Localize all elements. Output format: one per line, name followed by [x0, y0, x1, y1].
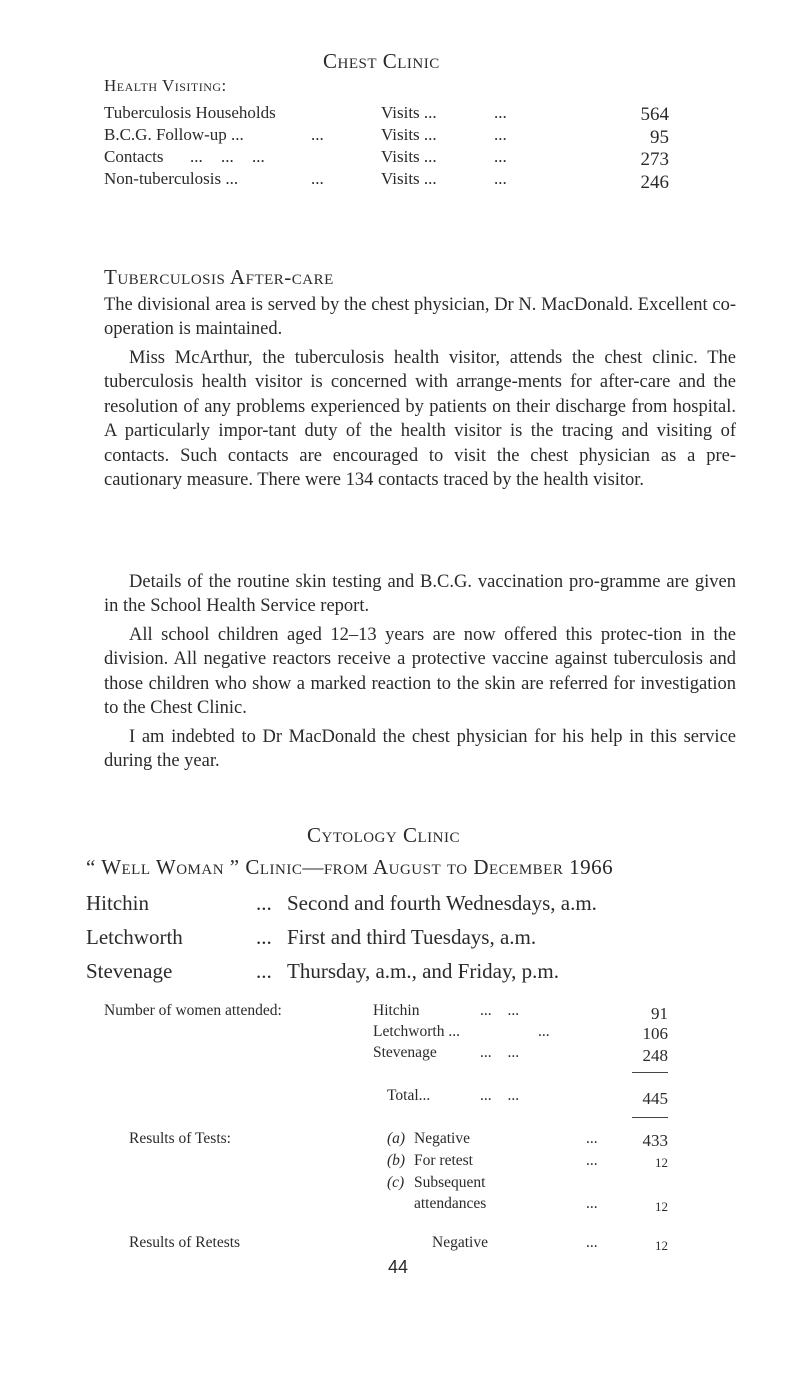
result-key: (b) [387, 1152, 406, 1169]
attended-place: Stevenage [373, 1044, 437, 1061]
hv-row-value: 564 [640, 104, 669, 125]
result-label-cont: attendances [414, 1195, 487, 1212]
attended-value: 91 [651, 1004, 668, 1023]
hv-row-label: Contacts [104, 147, 164, 166]
schedule-dots: ... [256, 959, 272, 983]
hv-row-dots: ... [494, 169, 507, 188]
aftercare-heading: Tuberculosis After-care [104, 265, 334, 289]
hv-row-dots: ... [494, 103, 507, 122]
hv-row-type: Visits ... [381, 125, 437, 144]
hv-row-dots: ... [494, 147, 507, 166]
schedule-when: Thursday, a.m., and Friday, p.m. [287, 959, 559, 983]
attended-dots: ... ... [480, 1044, 520, 1061]
schedule-dots: ... [256, 891, 272, 915]
aftercare-paragraph: The divisional area is served by the chest physician, Dr N. MacDonald. Excellent co-operation is maintained. [104, 295, 736, 340]
attended-label: Number of women attended: [104, 1002, 282, 1019]
hv-row-type: Visits ... [381, 169, 437, 188]
hv-row-dots: ... [494, 125, 507, 144]
result-dots: ... [586, 1152, 598, 1169]
result-value: 433 [642, 1131, 668, 1150]
total-rule [632, 1117, 668, 1118]
result-label: Subsequent [414, 1174, 486, 1191]
retests-label: Results of Retests [129, 1234, 241, 1251]
chest-clinic-title: Chest Clinic [323, 49, 440, 73]
sum-rule [632, 1072, 668, 1073]
result-label: Negative [414, 1130, 470, 1147]
result-key: (c) [387, 1174, 405, 1191]
result-label: For retest [414, 1152, 473, 1169]
result-value: 12 [655, 1199, 668, 1214]
attended-place: Hitchin [373, 1002, 420, 1019]
schedule-place: Hitchin [86, 891, 149, 915]
retests-dots: ... [586, 1234, 598, 1251]
hv-row-dots: ... ... ... [190, 147, 265, 166]
aftercare-paragraph: Miss McArthur, the tuberculosis health visitor, attends the chest clinic. The tuberculosis health visitor is concerned with arrange-ments for after-care and the resolution of any problems experienced by patients on their discharge from hospital. A particularly impor-tant duty of the health visitor is the tracing and visiting of contacts. Such contacts are encouraged to visit the chest physician as a pre-cautionary measure. There were 134 contacts traced by the health visitor. [104, 348, 736, 491]
result-dots: ... [586, 1130, 598, 1147]
attended-dots: ... ... [480, 1002, 520, 1019]
aftercare-paragraph: All school children aged 12–13 years are now offered this protec-tion in the division. All negative reactors receive a protective vaccine against tuberculosis and those children who show a marked reaction to the skin are referred for investigation to the Chest Clinic. [104, 625, 736, 719]
schedule-when: Second and fourth Wednesdays, a.m. [287, 891, 597, 915]
hv-row-label: Non-tuberculosis ... [104, 169, 239, 188]
attended-value: 248 [642, 1046, 668, 1065]
hv-row-dots: ... [311, 169, 324, 188]
cytology-title: Cytology Clinic [307, 823, 460, 847]
attended-value: 106 [642, 1024, 668, 1043]
hv-row-label: B.C.G. Follow-up ... [104, 125, 244, 144]
retests-result: Negative [432, 1234, 488, 1251]
schedule-when: First and third Tuesdays, a.m. [287, 925, 537, 949]
attended-place: Letchworth ... [373, 1023, 460, 1040]
hv-row-type: Visits ... [381, 103, 437, 122]
hv-row-label: Tuberculosis Households [104, 103, 276, 122]
schedule-place: Stevenage [86, 959, 173, 983]
total-value: 445 [642, 1089, 668, 1108]
hv-row-value: 95 [650, 127, 669, 148]
hv-row-value: 273 [640, 149, 669, 170]
aftercare-paragraph: Details of the routine skin testing and B.C.G. vaccination pro-gramme are given in the School Health Service report. [104, 572, 736, 617]
hv-row-value: 246 [640, 172, 669, 193]
total-label: Total... [387, 1087, 431, 1104]
result-value: 12 [655, 1155, 668, 1170]
aftercare-paragraph: I am indebted to Dr MacDonald the chest physician for his help in this service during the year. [104, 727, 736, 772]
hv-row-dots: ... [311, 125, 324, 144]
total-dots: ... ... [480, 1087, 520, 1104]
hv-row-type: Visits ... [381, 147, 437, 166]
retests-value: 12 [655, 1238, 668, 1253]
result-dots: ... [586, 1195, 598, 1212]
schedule-place: Letchworth [86, 925, 183, 949]
results-label: Results of Tests: [129, 1130, 231, 1147]
cytology-subtitle: “ Well Woman ” Clinic—from August to December 1966 [86, 855, 614, 879]
schedule-dots: ... [256, 925, 272, 949]
attended-dots: ... [538, 1023, 550, 1040]
page-number: 44 [388, 1257, 409, 1277]
result-key: (a) [387, 1130, 406, 1147]
health-visiting-subtitle: Health Visiting: [104, 76, 227, 95]
